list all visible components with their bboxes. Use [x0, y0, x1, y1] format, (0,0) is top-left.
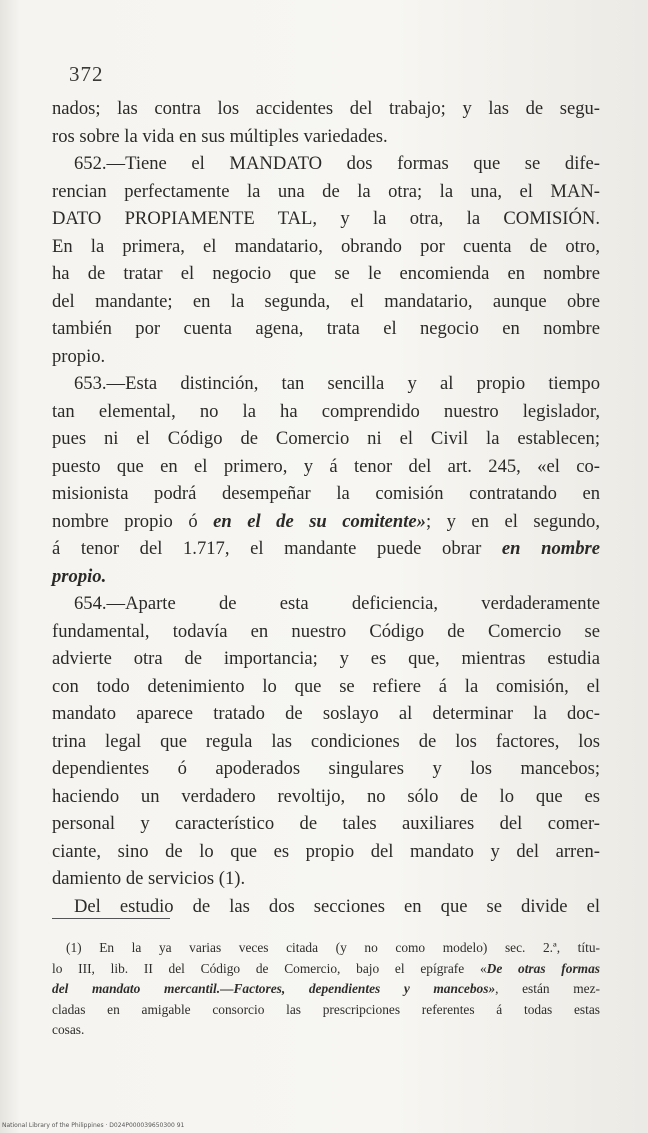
text-line: nombre propio ó en el de su comitente»; y en el segundo,	[52, 510, 600, 532]
text-line: personal y característico de tales auxiliares del comer-	[52, 813, 600, 834]
text-line: 652.—Tiene el MANDATO dos formas que se dife-	[74, 153, 600, 174]
text-line: fundamental, todavía en nuestro Código de Comercio se	[52, 620, 600, 642]
library-watermark: National Library of the Philippines · D024P000039650300 91	[2, 1122, 185, 1129]
text-line: ha de tratar el negocio que se le encomienda en nombre	[52, 263, 600, 284]
text-line: DATO PROPIAMENTE TAL, y la otra, la COMISIÓN.	[52, 208, 600, 229]
text-line: también por cuenta agena, trata el negocio en nombre	[52, 318, 600, 339]
text-line: misionista podrá desempeñar la comisión contratando en	[52, 483, 600, 504]
text-line: advierte otra de importancia; y es que, mientras estudia	[52, 648, 600, 669]
text-line: 654.—Aparte de esta deficiencia, verdaderamente	[74, 593, 600, 614]
footnote-line: (1) En la ya varias veces citada (y no como modelo) sec. 2.ª, títu-	[66, 940, 600, 955]
text-line: damiento de servicios (1).	[52, 868, 246, 889]
text-line: haciendo un verdadero revoltijo, no sólo de lo que es	[52, 785, 600, 807]
body-text	[52, 95, 600, 920]
text-line: á tenor del 1.717, el mandante puede obrar en nombre	[52, 538, 600, 559]
text-line: propio.	[52, 345, 106, 367]
text-line: trina legal que regula las condiciones de los factores, los	[52, 730, 600, 752]
text-line: Del estudio de las dos secciones en que se divide el	[74, 895, 600, 917]
text-line: En la primera, el mandatario, obrando por cuenta de otro,	[52, 235, 600, 257]
text-line: propio.	[52, 565, 107, 587]
footnote-line: cosas.	[52, 1022, 85, 1037]
text-line: pues ni el Código de Comercio ni el Civil la establecen;	[52, 428, 600, 449]
footnote-line: del mandato mercantil.—Factores, dependientes y mancebos», están mez-	[52, 981, 600, 996]
text-line: del mandante; en la segunda, el mandatario, aunque obre	[52, 290, 600, 312]
text-line: ciante, sino de lo que es propio del mandato y del arren-	[52, 840, 600, 862]
text-line: 653.—Esta distinción, tan sencilla y al propio tiempo	[74, 373, 600, 394]
text-line: con todo detenimiento lo que se refiere á la comisión, el	[52, 675, 600, 697]
text-line: tan elemental, no la ha comprendido nuestro legislador,	[52, 400, 600, 422]
page-number: 372	[69, 62, 104, 86]
footnote-rule	[52, 918, 170, 919]
text-line: nados; las contra los accidentes del trabajo; y las de segu-	[52, 98, 600, 119]
text-line: puesto que en el primero, y á tenor del art. 245, «el co-	[52, 455, 600, 477]
footnote-line: cladas en amigable consorcio las prescripciones referentes á todas estas	[52, 1001, 600, 1017]
text-line: dependientes ó apoderados singulares y los mancebos;	[52, 758, 600, 779]
footnote-line: lo III, lib. II del Código de Comercio, bajo el epígrafe «De otras formas	[52, 960, 600, 976]
text-line: rencian perfectamente la una de la otra; la una, el MAN-	[52, 180, 600, 202]
footnote	[52, 938, 600, 1041]
text-line: ros sobre la vida en sus múltiples variedades.	[52, 125, 388, 147]
text-line: mandato aparece tratado de soslayo al determinar la doc-	[52, 703, 600, 724]
